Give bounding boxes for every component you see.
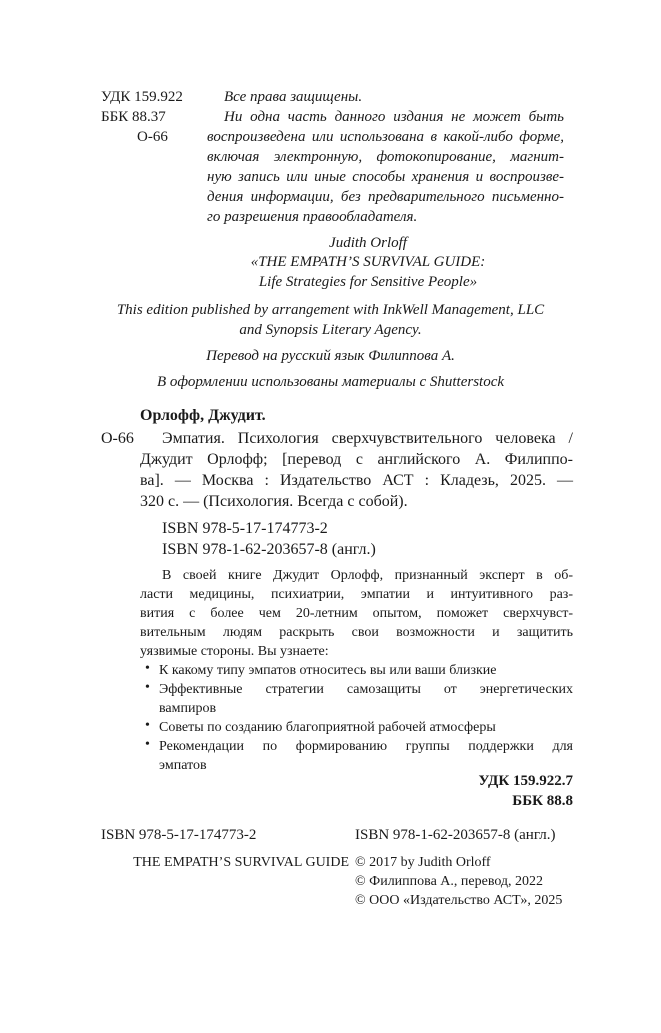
rights-line: Ни одна часть данного издания не может быть bbox=[224, 109, 564, 125]
rights-line: го разрешения правообладателя. bbox=[207, 209, 418, 225]
footer-isbn-left: ISBN 978-5-17-174773-2 bbox=[101, 827, 257, 843]
bullet-item: Рекомендации по формированию группы поддержки для bbox=[159, 739, 573, 754]
bib-line: 320 с. — (Психология. Всегда с собой). bbox=[140, 493, 408, 510]
bullet-icon: • bbox=[145, 680, 150, 695]
rights-line: ную запись или иные способы хранения и воспроизве- bbox=[207, 169, 564, 185]
copyright-line: © 2017 by Judith Orloff bbox=[355, 855, 491, 870]
annotation-line: вительным людям раскрыть свои возможности и защитить bbox=[140, 625, 573, 640]
annotation-line: В своей книге Джудит Орлофф, признанный эксперт в об- bbox=[162, 568, 573, 583]
bbk-full: ББК 88.8 bbox=[512, 793, 573, 809]
footer-isbn-right: ISBN 978-1-62-203657-8 (англ.) bbox=[355, 827, 556, 843]
bullet-item: Эффективные стратегии самозащиты от энергетических bbox=[159, 682, 573, 697]
bullet-item: эмпатов bbox=[159, 758, 207, 773]
bullet-item: К какому типу эмпатов относитесь вы или ваши близкие bbox=[159, 663, 497, 678]
udk-code: УДК 159.922 bbox=[101, 89, 183, 105]
rights-line: Все права защищены. bbox=[224, 89, 363, 105]
original-title-caps: THE EMPATH’S SURVIVAL GUIDE bbox=[133, 855, 349, 870]
copyright-line: © ООО «Издательство АСТ», 2025 bbox=[355, 893, 563, 908]
bullet-item: вампиров bbox=[159, 701, 217, 716]
original-title: «THE EMPATH’S SURVIVAL GUIDE: bbox=[250, 254, 486, 270]
original-subtitle: Life Strategies for Sensitive People» bbox=[258, 274, 478, 290]
author-mark: О-66 bbox=[137, 129, 168, 145]
isbn-russian: ISBN 978-5-17-174773-2 bbox=[162, 520, 328, 537]
original-author: Judith Orloff bbox=[329, 235, 407, 251]
author-mark: О-66 bbox=[101, 430, 134, 447]
bullet-icon: • bbox=[145, 737, 150, 752]
rights-line: включая электронную, фотокопирование, магнит- bbox=[207, 149, 564, 165]
rights-line: дения информации, без предварительного письменно- bbox=[207, 189, 564, 205]
annotation-line: ласти медицины, психиатрии, эмпатии и интуитивного раз- bbox=[140, 587, 573, 602]
bbk-code: ББК 88.37 bbox=[101, 109, 166, 125]
bullet-item: Советы по созданию благоприятной рабочей атмосферы bbox=[159, 720, 496, 735]
image-credit: В оформлении использованы материалы с Shutterstock bbox=[156, 374, 505, 390]
translation-credit: Перевод на русский язык Филиппова А. bbox=[206, 348, 455, 364]
rights-line: воспроизведена или использована в какой-либо форме, bbox=[207, 129, 564, 145]
bib-line: Джудит Орлофф; [перевод с английского А. Филиппо- bbox=[140, 451, 573, 468]
edition-notice: and Synopsis Literary Agency. bbox=[239, 322, 422, 338]
bullet-icon: • bbox=[145, 718, 150, 733]
bib-line: ва]. — Москва : Издательство АСТ : Кладезь, 2025. — bbox=[140, 472, 573, 489]
copyright-line: © Филиппова А., перевод, 2022 bbox=[355, 874, 544, 889]
bib-line: Эмпатия. Психология сверхчувствительного человека / bbox=[162, 430, 573, 447]
annotation-line: уязвимые стороны. Вы узнаете: bbox=[140, 644, 329, 659]
edition-notice: This edition published by arrangement with InkWell Management, LLC bbox=[116, 302, 545, 318]
bullet-icon: • bbox=[145, 661, 150, 676]
isbn-english: ISBN 978-1-62-203657-8 (англ.) bbox=[162, 541, 376, 558]
author-heading: Орлофф, Джудит. bbox=[140, 407, 266, 424]
udk-full: УДК 159.922.7 bbox=[478, 773, 573, 789]
annotation-line: вития с более чем 20-летним опытом, поможет сверхчувст- bbox=[140, 606, 573, 621]
